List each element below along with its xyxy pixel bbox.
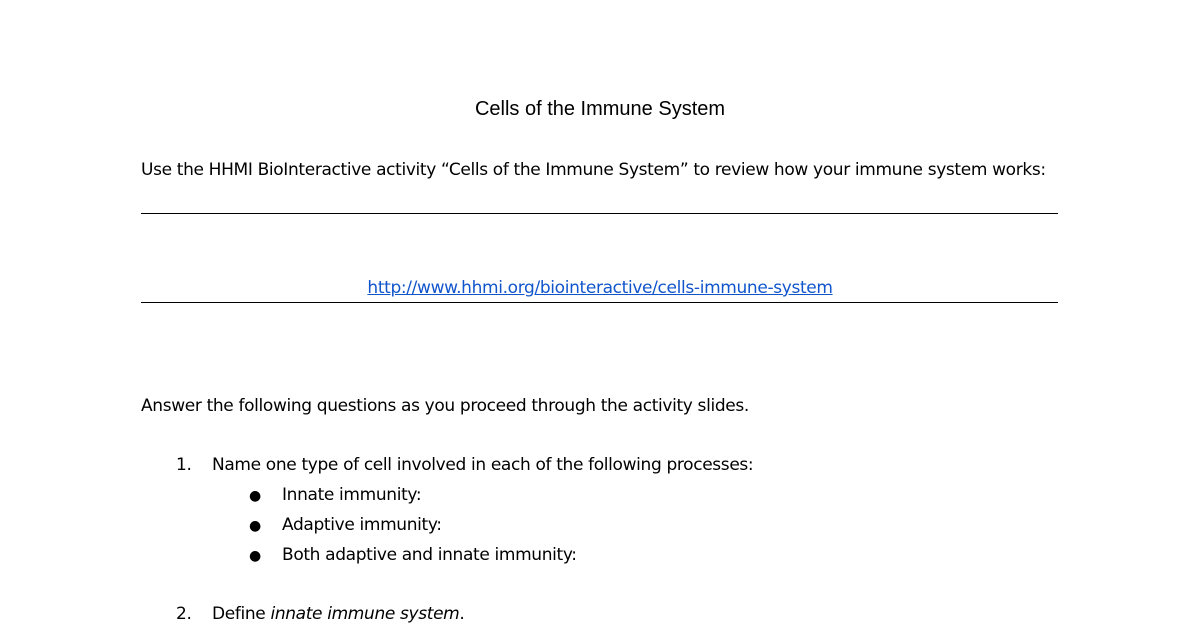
bullet-icon: ● [249,518,261,534]
question-text-suffix: . [459,604,465,624]
list-item-text: Adaptive immunity: [282,515,442,535]
intro-paragraph: Use the HHMI BioInteractive activity “Cells of the Immune System” to review how your immune system works: [141,160,1046,180]
question-text-prefix: Define [212,604,271,624]
list-item [249,542,577,569]
list-item-text: Innate immunity: [282,485,422,505]
question-number: 1. [176,455,192,475]
question-text: Name one type of cell involved in each of the following processes: [212,455,754,475]
bullet-icon: ● [249,548,261,564]
bullet-icon: ● [249,488,261,504]
question-2 [176,601,464,627]
link-paragraph [0,275,1200,301]
list-item-text: Both adaptive and innate immunity: [282,545,577,565]
activity-link[interactable]: http://www.hhmi.org/biointeractive/cells-immune-system [367,278,833,298]
list-item [249,482,421,509]
answer-line [141,213,1058,214]
answer-line [141,302,1058,303]
document-title: Cells of the Immune System [474,98,726,120]
question-text-emphasis: innate immune system [270,604,460,624]
list-item [249,512,442,539]
question-1 [176,452,753,478]
instructions-paragraph: Answer the following questions as you proceed through the activity slides. [141,396,749,416]
question-number: 2. [176,604,192,624]
